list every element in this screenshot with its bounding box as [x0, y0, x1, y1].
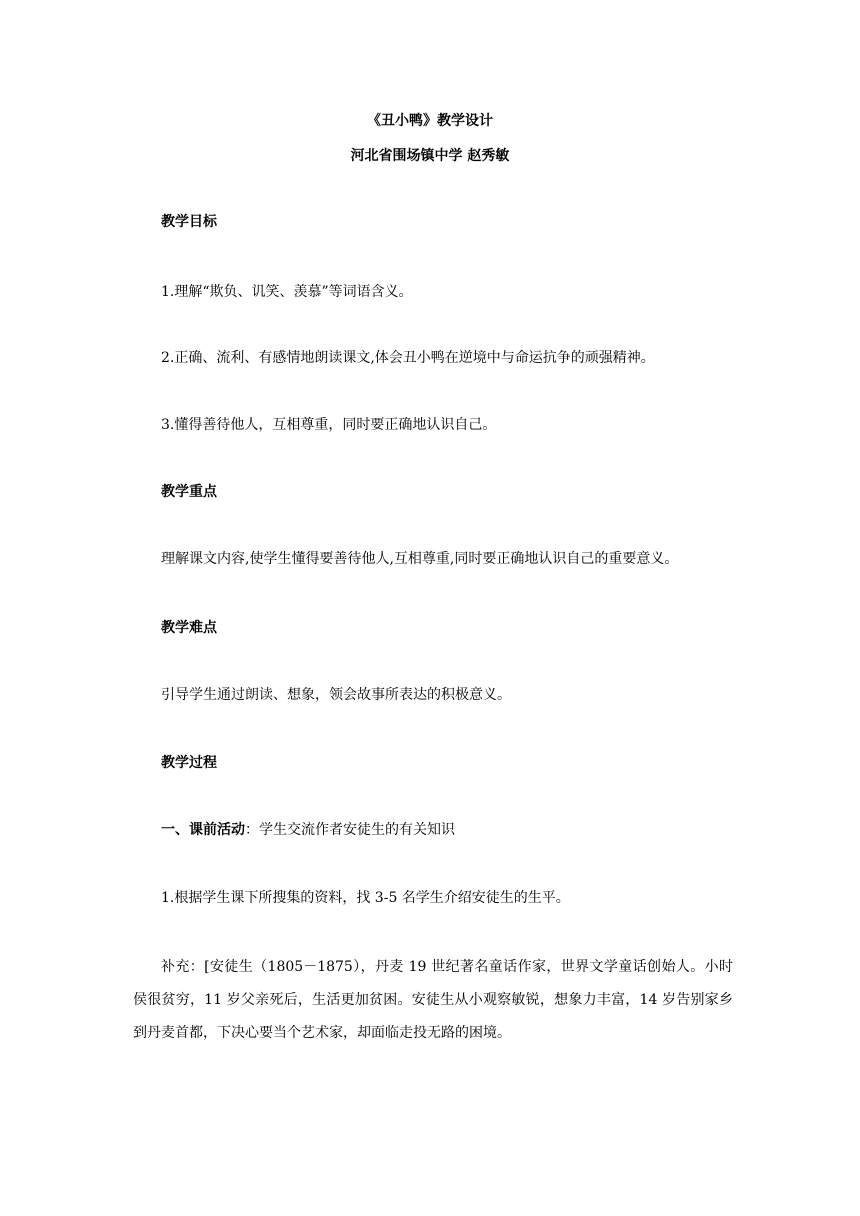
difficulty-heading: 教学难点	[161, 620, 217, 636]
key-points-text: 理解课文内容,使学生懂得要善待他人,互相尊重,同时要正确地认识自己的重要意义。	[161, 551, 679, 567]
activity-label: 一、课前活动	[161, 822, 245, 838]
goal-item-3: 3.懂得善待他人，互相尊重，同时要正确地认识自己。	[161, 417, 497, 433]
activity-item-1: 1.根据学生课下所搜集的资料，找 3-5 名学生介绍安徒生的生平。	[161, 890, 570, 906]
supplement-paragraph: 补充：[安徒生（1805－1875），丹麦 19 世纪著名童话作家，世界文学童话创始人。小时侯很贫穷，11 岁父亲死后，生活更加贫困。安徒生从小观察敏锐，想象力丰富，14 岁告别家乡到丹麦首都，下决心要当个艺术家，却面临走投无路的困境。	[133, 959, 733, 1041]
difficulty-text: 引导学生通过朗读、想象，领会故事所表达的积极意义。	[161, 687, 511, 703]
activity-line	[161, 820, 455, 840]
document-title: 《丑小鸭》教学设计	[367, 113, 493, 129]
activity-text: ：学生交流作者安徒生的有关知识	[245, 822, 455, 838]
process-heading: 教学过程	[161, 755, 217, 771]
key-points-heading: 教学重点	[161, 484, 217, 500]
goals-heading: 教学目标	[161, 214, 217, 230]
author-line: 河北省围场镇中学 赵秀敏	[350, 148, 510, 164]
goal-item-2: 2.正确、流利、有感情地朗读课文,体会丑小鸭在逆境中与命运抗争的顽强精神。	[161, 350, 655, 366]
goal-item-1: 1.理解“欺负、讥笑、羡慕”等词语含义。	[161, 284, 413, 300]
